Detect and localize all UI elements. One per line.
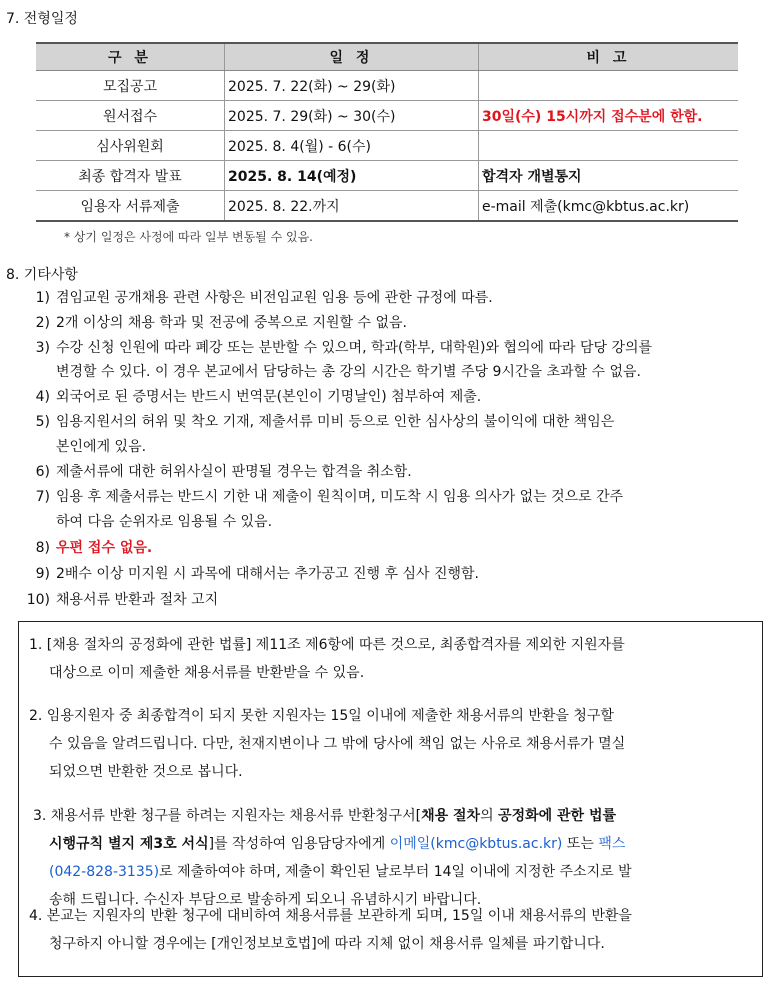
list-item [26,537,772,559]
item-text-highlight: 우편 접수 없음. [56,540,153,556]
fax-number: (042-828-3135) [49,864,160,880]
row-category: 원서접수 [36,101,225,131]
item-text: 2배수 이상 미지원 시 과목에 대해서는 추가공고 진행 후 심사 진행함. [56,566,480,582]
item-number: 10) [26,592,50,608]
item-text: 2개 이상의 채용 학과 및 전공에 중복으로 지원할 수 없음. [56,315,407,331]
row-note: 30일(수) 15시까지 접수분에 한함. [479,101,739,131]
table-row [36,71,738,101]
header-schedule: 일 정 [225,43,479,71]
row-date: 2025. 8. 4(월) - 6(수) [225,131,479,161]
table-row [36,161,738,191]
section-title-other: 8. 기타사항 [6,267,78,283]
paragraph-line: 되었으면 반환한 것으로 봅니다. [49,764,243,780]
item-text: 겸임교원 공개채용 관련 사항은 비전임교원 임용 등에 관한 규정에 따름. [56,290,493,306]
text-segment: 의 [480,808,499,824]
item-text: 본인에게 있음. [56,439,147,455]
table-row [36,101,738,131]
row-date: 2025. 7. 22(화) ~ 29(화) [225,71,479,101]
table-row [36,131,738,161]
schedule-table [36,42,738,222]
list-item [26,337,772,359]
paragraph-line [33,830,761,858]
table-header-row [36,43,738,71]
item-number: 8) [35,540,50,556]
list-item [26,461,772,483]
row-date: 2025. 7. 29(화) ~ 30(수) [225,101,479,131]
item-number: 6) [35,464,50,480]
list-item [26,563,772,585]
item-number: 3) [35,340,50,356]
text-segment: 3. 채용서류 반환 청구를 하려는 지원자는 채용서류 반환청구서[ [33,808,422,824]
document-return-notice-box [18,621,763,977]
email-link[interactable]: 이메일(kmc@kbtus.ac.kr) [389,836,563,852]
text-segment: ]를 작성하여 임용담당자에게 [208,836,390,852]
list-item [26,386,772,408]
item-text: 수강 신청 인원에 따라 폐강 또는 분반할 수 있으며, 학과(학부, 대학원)와 협의에 따라 담당 강의를 [56,340,653,356]
item-text: 채용서류 반환과 절차 고지 [56,592,219,608]
item-number: 9) [35,566,50,582]
notice-paragraph-3 [33,802,761,914]
item-number: 7) [35,489,50,505]
item-text: 변경할 수 있다. 이 경우 본교에서 담당하는 총 강의 시간은 학기별 주당 9시간을 초과할 수 없음. [56,364,641,380]
paragraph-line [33,858,761,886]
text-segment: 또는 [562,836,599,852]
fax-label: 팩스 [598,836,626,852]
paragraph-line [33,802,761,830]
item-text: 제출서류에 대한 허위사실이 판명될 경우는 합격을 취소함. [56,464,412,480]
text-segment-bold: 채용 절차 [421,808,481,824]
item-text: 임용지원서의 허위 및 착오 기재, 제출서류 미비 등으로 인한 심사상의 불이익에 대한 책임은 [56,414,615,430]
list-item-continuation [26,511,772,533]
notice-paragraph-1 [29,631,757,687]
header-remarks: 비 고 [479,43,739,71]
list-item-continuation [26,436,772,458]
item-text: 하여 다음 순위자로 임용될 수 있음. [56,514,273,530]
row-category: 임용자 서류제출 [36,191,225,222]
schedule-footnote: * 상기 일정은 사정에 따라 일부 변동될 수 있음. [64,230,313,244]
item-text: 임용 후 제출서류는 반드시 기한 내 제출이 원칙이며, 미도착 시 임용 의사가 없는 것으로 간주 [56,489,624,505]
text-segment-bold: 공정화에 관한 법률 [498,808,616,824]
paragraph-line: 1. [채용 절차의 공정화에 관한 법률] 제11조 제6항에 따른 것으로, 최종합격자를 제외한 지원자를 [29,637,625,653]
row-note: e-mail 제출(kmc@kbtus.ac.kr) [479,191,739,222]
paragraph-line: 대상으로 이미 제출한 채용서류를 반환받을 수 있음. [49,665,365,681]
row-date: 2025. 8. 14(예정) [225,161,479,191]
item-text: 외국어로 된 증명서는 반드시 번역문(본인이 기명날인) 첨부하여 제출. [56,389,482,405]
item-number: 1) [35,290,50,306]
row-note [479,71,739,101]
notice-paragraph-4 [29,902,757,958]
paragraph-line: 4. 본교는 지원자의 반환 청구에 대비하여 채용서류를 보관하게 되며, 15일 이내 채용서류의 반환을 [29,908,632,924]
section-title-schedule: 7. 전형일정 [6,11,78,27]
list-item [26,312,772,334]
row-note [479,131,739,161]
item-number: 2) [35,315,50,331]
row-category: 심사위원회 [36,131,225,161]
paragraph-line: 송해 드립니다. 수신자 부담으로 발송하게 되오니 유념하시기 바랍니다. [49,892,482,908]
list-item [26,486,772,508]
row-category: 최종 합격자 발표 [36,161,225,191]
list-item [26,589,772,611]
list-item [26,287,772,309]
item-number: 5) [35,414,50,430]
notice-paragraph-2 [29,702,757,786]
text-segment-bold: 시행규칙 별지 제3호 서식 [49,836,209,852]
row-category: 모집공고 [36,71,225,101]
row-note: 합격자 개별통지 [479,161,739,191]
item-number: 4) [35,389,50,405]
paragraph-line: 2. 임용지원자 중 최종합격이 되지 못한 지원자는 15일 이내에 제출한 채용서류의 반환을 청구할 [29,708,614,724]
row-date: 2025. 8. 22.까지 [225,191,479,222]
paragraph-line: 수 있음을 알려드립니다. 다만, 천재지변이나 그 밖에 당사에 책임 없는 사유로 채용서류가 멸실 [49,736,626,752]
list-item [26,411,772,433]
table-row [36,191,738,222]
header-category: 구 분 [36,43,225,71]
text-segment: 로 제출하여야 하며, 제출이 확인된 날로부터 14일 이내에 지정한 주소지로 발 [159,864,632,880]
paragraph-line: 청구하지 아니할 경우에는 [개인정보보호법]에 따라 지체 없이 채용서류 일체를 파기합니다. [49,936,605,952]
list-item-continuation [26,361,772,383]
